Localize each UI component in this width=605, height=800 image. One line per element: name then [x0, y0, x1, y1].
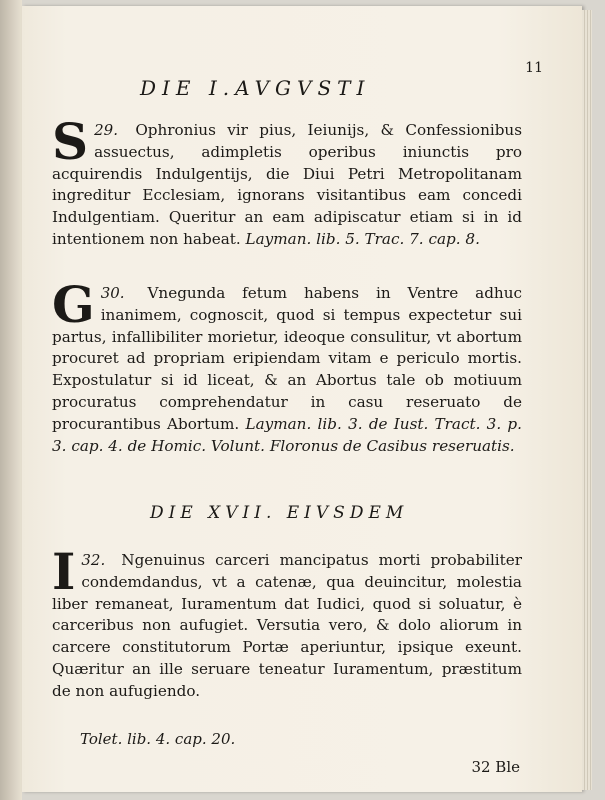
left-page-edge	[0, 0, 22, 800]
paragraph-number: 30.	[100, 284, 125, 302]
drop-cap: I	[52, 542, 76, 601]
paragraph-number: 29.	[94, 121, 118, 139]
paragraph-30	[52, 275, 522, 457]
paragraph-text: Ngenuinus carceri mancipatus morti probabiliter condemdandus, vt a catenæ, qua deuincitur, molestia liber remaneat, Iuramentum dat Iudici, quod si soluatur, è carceribus non aufugiet. Versutia vero, & dolo aliorum in carcere constitutorum Portæ aperiuntur, ipsique exeunt. Quæritur an ille seruare teneatur Iuramentum, præstitum de non aufugiendo.	[52, 551, 523, 700]
page-header: DIE I.AVGVSTI	[140, 76, 371, 100]
paragraph-number: 32.	[81, 551, 106, 569]
citation: Layman. lib. 3. de Iust. Tract. 3. p. 3. cap. 4. de Homic. Volunt. Floronus de Casibus reseruatis.	[52, 414, 522, 455]
citation: Layman. lib. 5. Trac. 7. cap. 8.	[245, 229, 480, 248]
page-stack-edge	[582, 10, 592, 790]
section-header: DIE XVII. EIVSDEM	[150, 503, 409, 523]
bottom-citation: Tolet. lib. 4. cap. 20.	[80, 730, 236, 748]
paragraph-text: Ophronius vir pius, Ieiunijs, & Confessionibus assuectus, adimpletis operibus iniunctis pro acquirendis Indulgentijs, die Diui Petri Metropolitanam ingreditur Ecclesiam, ignorans visitantibus eam concedi Indulgentiam. Queritur an eam adipiscatur etiam si in id intentionem non habeat.	[52, 121, 523, 248]
paragraph-29	[52, 112, 523, 251]
paragraph-32	[52, 542, 523, 703]
paragraph-text: Vnegunda fetum habens in Ventre adhuc inanimem, cognoscit, quod si tempus expectetur sui partus, infallibiliter morietur, ideoque consulitur, vt abortum procuret ad propriam eripiendam vitam e periculo mortis. Expostulatur si id liceat, & an Abortus tale ob motiuum procuratus comprehendatur in casu reseruato de procurantibus Abortum.	[52, 284, 522, 433]
catchword: 32 Ble	[471, 758, 520, 776]
drop-cap: G	[52, 275, 95, 334]
page-number: 11	[525, 60, 543, 76]
drop-cap: S	[52, 112, 89, 171]
